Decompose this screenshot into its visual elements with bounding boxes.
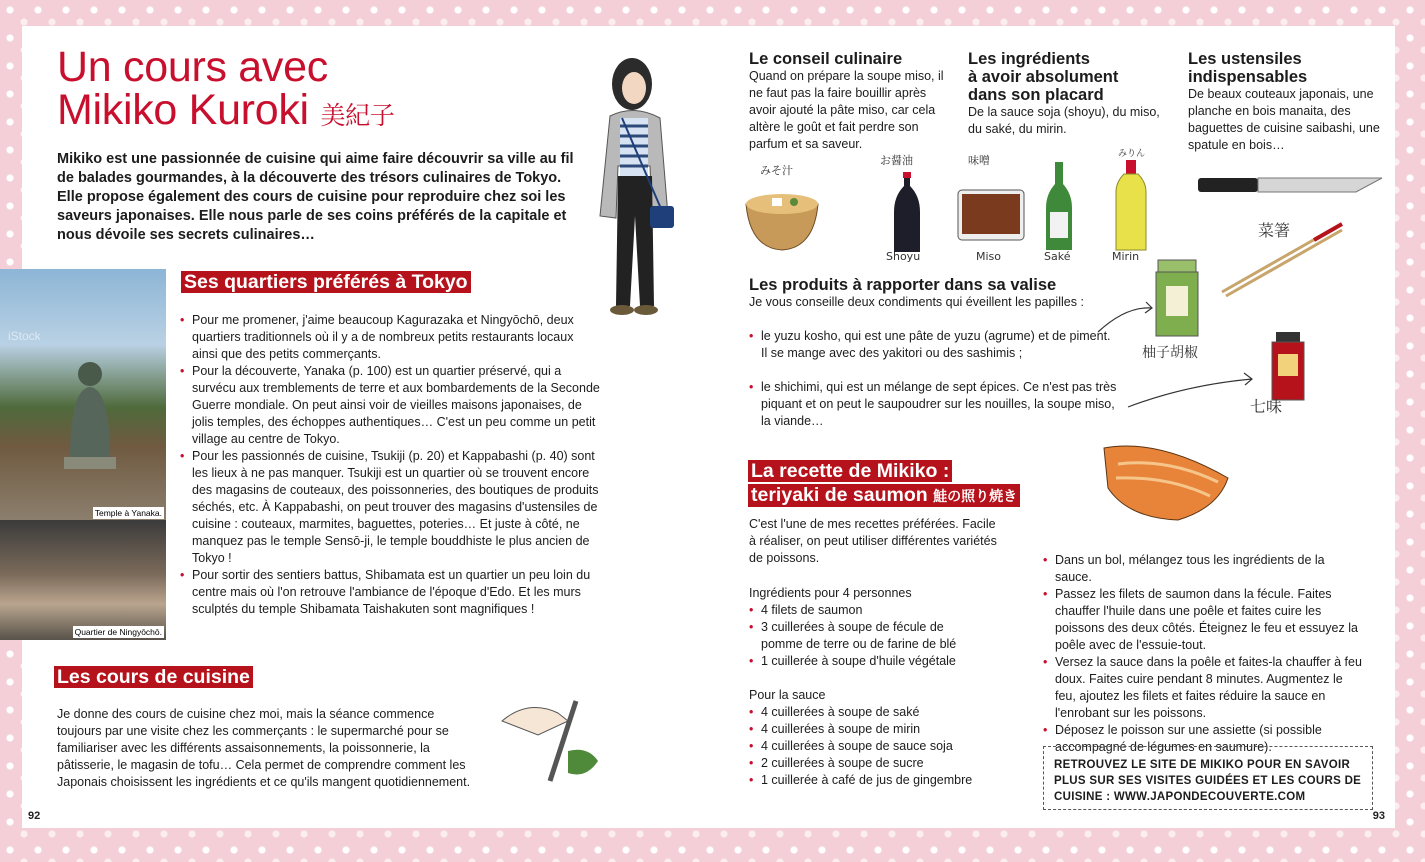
list-item: • Pour la découverte, Yanaka (p. 100) est un quartier préservé, qui a survécu aux tremblements de terre et aux bombardements de la Seconde Guerre mondiale. On peut ainsi voir de vieilles maisons japonaises, de jolis temples, des échoppes authentiques… C'est un peu comme un petit village au centre de Tokyo. <box>180 363 600 448</box>
recette-title-line1: La recette de Mikiko : <box>748 460 952 482</box>
label-miso-soup-jp: みそ汁 <box>760 164 793 177</box>
label-sake: Saké <box>1044 250 1071 263</box>
list-item: • 4 filets de saumon <box>749 602 979 619</box>
list-item: • 2 cuillerées à soupe de sucre <box>749 755 1019 772</box>
ingredients-recette-list <box>749 602 979 670</box>
produits-title: Les produits à rapporter dans sa valise <box>749 276 1057 294</box>
section-quartiers-title: Ses quartiers préférés à Tokyo <box>181 271 471 293</box>
salmon-teriyaki-illustration <box>1098 438 1238 528</box>
recette-title-jp: 鮭の照り焼き <box>933 488 1018 504</box>
ingredients-recette <box>749 585 1019 789</box>
page-number-right: 93 <box>1372 810 1385 822</box>
right-page <box>722 26 1395 828</box>
recette-title-text: teriyaki de saumon <box>751 484 928 506</box>
label-shichimi-jp: 七味 <box>1250 397 1283 416</box>
list-item: • Pour me promener, j'aime beaucoup Kagurazaka et Ningyōchō, deux quartiers traditionnels où il y a de nombreux petits restaurants locaux ainsi que des petits commerçants. <box>180 312 600 363</box>
photo-temple-yanaka <box>0 269 166 521</box>
list-item: • 1 cuillerée à soupe d'huile végétale <box>749 653 979 670</box>
conseil-text: Quand on prépare la soupe miso, il ne faut pas la faire bouillir après avoir ajouté la pâte miso, car cela altère le goût et fait perdre son parfum et sa saveur. <box>749 69 944 151</box>
conseil-title: Le conseil culinaire <box>749 50 903 68</box>
yuzu-kosho-jar-icon <box>1154 258 1200 338</box>
list-item: • 4 cuillerées à soupe de mirin <box>749 721 1019 738</box>
list-item: • 3 cuillerées à soupe de fécule de pomme de terre ou de farine de blé <box>749 619 979 653</box>
list-item: • Pour sortir des sentiers battus, Shibamata est un quartier un peu loin du centre mais où l'on retrouve l'ambiance de l'époque d'Edo. Et les murs sculptés du temple Shibamata Taishakuten sont magnifiques ! <box>180 567 600 618</box>
recette-intro: C'est l'une de mes recettes préférées. Facile à réaliser, on peut utiliser différentes variétés de poissons. <box>749 517 997 565</box>
ustensiles-title-line1: Les ustensiles <box>1188 50 1302 68</box>
list-item: • Pour les passionnés de cuisine, Tsukiji (p. 20) et Kappabashi (p. 40) sont les lieux à ne pas manquer. Tsukiji est un quartier où se trouvent encore des magasins de couteaux, des poissonneries, des boutiques de produits séchés, etc. À Kappabashi, on peut trouver des magasins d'ustensiles de cuisine : couteaux, marmites, baguettes, poteries… Et juste à côté, ne manquez pas le temple Sensō-ji, le temple bouddhiste le plus ancien de Tokyo ! <box>180 448 600 567</box>
intro-paragraph: Mikiko est une passionnée de cuisine qui aime faire découvrir sa ville au fil de balades gourmandes, à la découverte des trésors culinaires de Tokyo. Elle propose également des cours de cuisine pour reproduire chez soi les saveurs japonaises. Elle nous parle de ses coins préférés de la capitale et nous dévoile ses secrets culinaires… <box>57 151 574 243</box>
shoyu-bottle-icon <box>892 172 922 252</box>
mirin-bottle-icon <box>1114 160 1148 250</box>
list-item: • 4 cuillerées à soupe de saké <box>749 704 1019 721</box>
photo-ningyocho <box>0 520 166 640</box>
photo2-caption: Quartier de Ningyōchō. <box>74 627 162 637</box>
recette-header <box>748 460 1020 507</box>
conseil-column <box>749 50 954 153</box>
arrow-yuzu-icon <box>1096 296 1156 336</box>
label-saibashi-jp: 菜箸 <box>1258 221 1291 240</box>
title-line1: Un cours avec <box>57 43 328 91</box>
ingredients-column <box>968 50 1168 138</box>
ingredients-title-line1: Les ingrédients <box>968 50 1090 68</box>
label-miso: Miso <box>976 250 1002 263</box>
saibashi-chopsticks-icon <box>1218 218 1348 298</box>
website-box <box>1043 746 1373 810</box>
website-box-text: RETROUVEZ LE SITE DE MIKIKO POUR EN SAVOIR PLUS SUR SES VISITES GUIDÉES ET LES COURS DE CUISINE : WWW.JAPONDECOUVERTE.COM <box>1054 759 1362 803</box>
section-cours-title: Les cours de cuisine <box>54 666 253 688</box>
ustensiles-column <box>1188 50 1388 154</box>
list-item: • Versez la sauce dans la poêle et faites-la chauffer à feu doux. Faites cuire pendant 8 minutes. Augmentez le feu, ajoutez les filets et faites réduire la sauce en l'enrobant sur les poissons. <box>1043 654 1363 722</box>
recette-title-line2 <box>748 484 1020 507</box>
ingredients-title-line2: à avoir absolument <box>968 68 1119 86</box>
miso-container-icon <box>956 184 1026 244</box>
label-mirin-jp: みりん <box>1118 149 1146 159</box>
list-item: • Dans un bol, mélangez tous les ingrédients de la sauce. <box>1043 552 1363 586</box>
title-line2: Mikiko Kuroki <box>57 86 309 134</box>
left-page <box>8 26 722 828</box>
ustensiles-title-line2: indispensables <box>1188 68 1308 86</box>
steps-list <box>1043 552 1363 756</box>
produits-list <box>749 328 1119 430</box>
knife-herbs-illustration <box>498 691 618 786</box>
sake-bottle-icon <box>1044 162 1074 250</box>
japanese-knife-icon <box>1196 172 1386 198</box>
photo-watermark: iStock <box>8 329 41 343</box>
produits-section <box>749 276 1149 311</box>
list-item: • 4 cuillerées à soupe de sauce soja <box>749 738 1019 755</box>
list-item: • 1 cuillerée à café de jus de gingembre <box>749 772 1019 789</box>
label-shoyu: Shoyu <box>886 250 921 263</box>
produits-intro: Je vous conseille deux condiments qui éveillent les papilles : <box>749 295 1084 309</box>
sauce-title: Pour la sauce <box>749 688 826 702</box>
miso-soup-bowl-icon <box>742 176 822 256</box>
title-japanese: 美紀子 <box>320 102 395 130</box>
shichimi-bottle-icon <box>1270 332 1306 402</box>
ustensiles-text: De beaux couteaux japonais, une planche en bois manaita, des baguettes de cuisine saibashi, une spatule en bois… <box>1188 87 1380 152</box>
cours-paragraph: Je donne des cours de cuisine chez moi, mais la séance commence toujours par une visite chez les commerçants : le supermarché pour se familiariser avec les différents assaisonnements, la poissonnerie, la pâtisserie, le magasin de tofu… Cela permet de comprendre comment les Japonais choisissent les ingrédients et ce qu'ils mangent quotidiennement. <box>57 707 471 789</box>
photo1-caption: Temple à Yanaka. <box>94 508 162 518</box>
label-miso-jp: 味噌 <box>968 154 990 167</box>
page-title <box>57 43 395 138</box>
list-item: • Déposez le poisson sur une assiette (si possible accompagné de légumes en saumure). <box>1043 722 1363 756</box>
list-item: • le yuzu kosho, qui est une pâte de yuzu (agrume) et de piment. Il se mange avec des yakitori ou des sashimis ; <box>749 328 1119 362</box>
section-cours-header <box>54 666 253 688</box>
label-shoyu-jp: お醤油 <box>880 154 913 167</box>
arrow-shichimi-icon <box>1126 371 1256 411</box>
label-mirin: Mirin <box>1112 250 1140 263</box>
list-item: • Passez les filets de saumon dans la fécule. Faites chauffer l'huile dans une poêle et faites cuire les poissons des deux côtés. Éteignez le feu et essuyez la poêle avec de l'essuie-tout. <box>1043 586 1363 654</box>
buddha-statue-icon <box>60 349 120 469</box>
page-number-left: 92 <box>28 810 41 822</box>
mikiko-illustration <box>582 46 692 326</box>
ingredients-recette-title: Ingrédients pour 4 personnes <box>749 586 912 600</box>
quartiers-list <box>180 312 600 618</box>
ingredients-text: De la sauce soja (shoyu), du miso, du saké, du mirin. <box>968 105 1160 136</box>
list-item: • le shichimi, qui est un mélange de sept épices. Ce n'est pas très piquant et on peut le saupoudrer sur les nouilles, la soupe miso, la viande… <box>749 379 1119 430</box>
sauce-list <box>749 704 1019 789</box>
section-quartiers-header <box>181 271 471 293</box>
ingredients-title-line3: dans son placard <box>968 86 1104 104</box>
label-yuzu-jp: 柚子胡椒 <box>1142 345 1198 361</box>
